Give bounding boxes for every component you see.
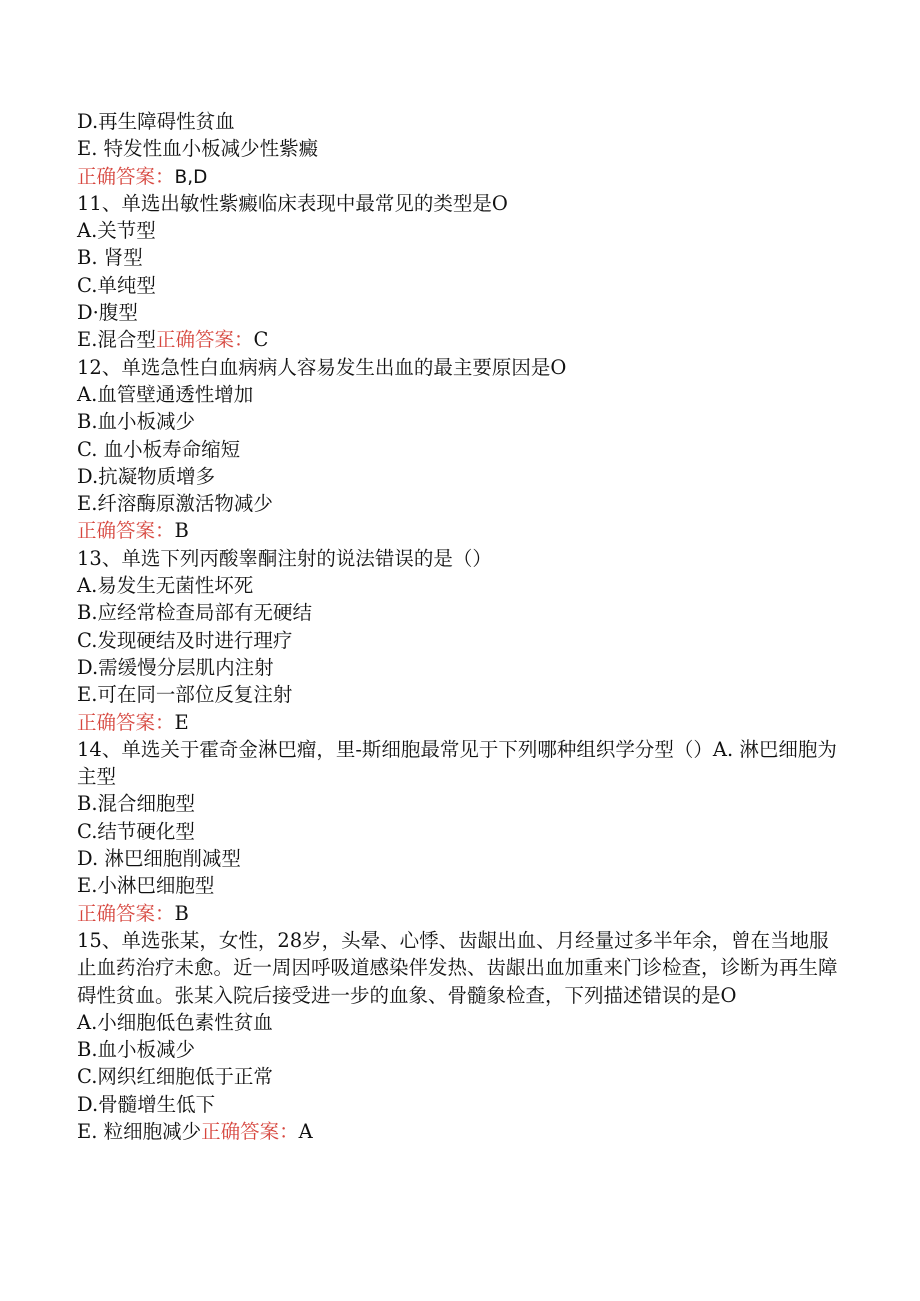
q11-option-c: C.单纯型	[77, 273, 156, 297]
q14-option-b: B.混合细胞型	[77, 792, 196, 816]
q11-option-d: D·腹型	[77, 301, 138, 325]
q12-option-e: E.纤溶酶原激活物减少	[77, 492, 273, 516]
q11-option-e: E.混合型	[77, 328, 156, 352]
q12-stem: 12、单选急性白血病病人容易发生出血的最主要原因是O	[77, 355, 567, 379]
q14-answer	[77, 900, 847, 927]
q10-option-e: E. 特发性血小板减少性紫癜	[77, 137, 319, 161]
q12-option-b: B.血小板减少	[77, 410, 196, 434]
q10-answer	[77, 163, 847, 190]
q15-option-c: C.网织红细胞低于正常	[77, 1065, 273, 1089]
q12-option-a: A.血管壁通透性增加	[77, 382, 254, 406]
q10-option-d: D.再生障碍性贫血	[77, 110, 235, 133]
q13-option-d: D.需缓慢分层肌内注射	[77, 655, 274, 679]
q13-option-a: A.易发生无菌性坏死	[77, 574, 254, 598]
answer-value: B,D	[174, 166, 208, 188]
q13-option-e: E.可在同一部位反复注射	[77, 683, 293, 707]
q13-option-b: B.应经常检查局部有无硬结	[77, 601, 313, 625]
answer-value: B	[174, 519, 189, 543]
answer-label: 正确答案：	[77, 164, 175, 188]
q15-stem: 15、单选张某，女性，28岁，头晕、心悸、齿龈出血、月经量过多半年余，曾在当地服止血药治疗未愈。近一周因呼吸道感染伴发热、齿龈出血加重来门诊检查，诊断为再生障碍性贫血。张某入院后接受进一步的血象、骨髓象检查，下列描述错误的是O	[77, 928, 838, 1007]
q14-option-c: C.结节硬化型	[77, 819, 195, 843]
q12-answer	[77, 517, 847, 544]
q13-answer	[77, 709, 847, 736]
q11-option-a: A.关节型	[77, 219, 156, 243]
q14-option-d: D. 淋巴细胞削减型	[77, 847, 241, 871]
q11-option-b: B. 肾型	[77, 246, 143, 270]
q15-option-a: A.小细胞低色素性贫血	[77, 1010, 273, 1034]
q12-option-c: C. 血小板寿命缩短	[77, 437, 241, 461]
q11-option-e-with-answer	[77, 326, 847, 353]
q15-option-e: E. 粒细胞减少	[77, 1119, 202, 1143]
answer-label: 正确答案：	[155, 328, 254, 352]
answer-label: 正确答案：	[77, 519, 175, 543]
answer-label: 正确答案：	[77, 901, 175, 925]
answer-value: C	[253, 328, 269, 352]
answer-label: 正确答案：	[77, 710, 175, 734]
q14-stem: 14、单选关于霍奇金淋巴瘤，里-斯细胞最常见于下列哪种组织学分型（）A. 淋巴细胞为主型	[77, 737, 837, 789]
q15-option-e-with-answer	[77, 1118, 847, 1145]
q15-option-d: D.骨髓增生低下	[77, 1092, 216, 1116]
q13-stem: 13、单选下列丙酸睾酮注射的说法错误的是（）	[77, 546, 492, 570]
q14-option-e: E.小淋巴细胞型	[77, 874, 215, 898]
q13-option-c: C.发现硬结及时进行理疗	[77, 628, 293, 652]
q15-option-b: B.血小板减少	[77, 1038, 196, 1062]
answer-value: E	[174, 710, 189, 734]
document-page	[77, 108, 847, 1145]
q12-option-d: D.抗凝物质增多	[77, 464, 216, 488]
answer-label: 正确答案：	[201, 1119, 299, 1143]
answer-value: A	[298, 1119, 313, 1143]
answer-value: B	[174, 901, 189, 925]
q11-stem: 11、单选出敏性紫癜临床表现中最常见的类型是O	[77, 191, 508, 215]
